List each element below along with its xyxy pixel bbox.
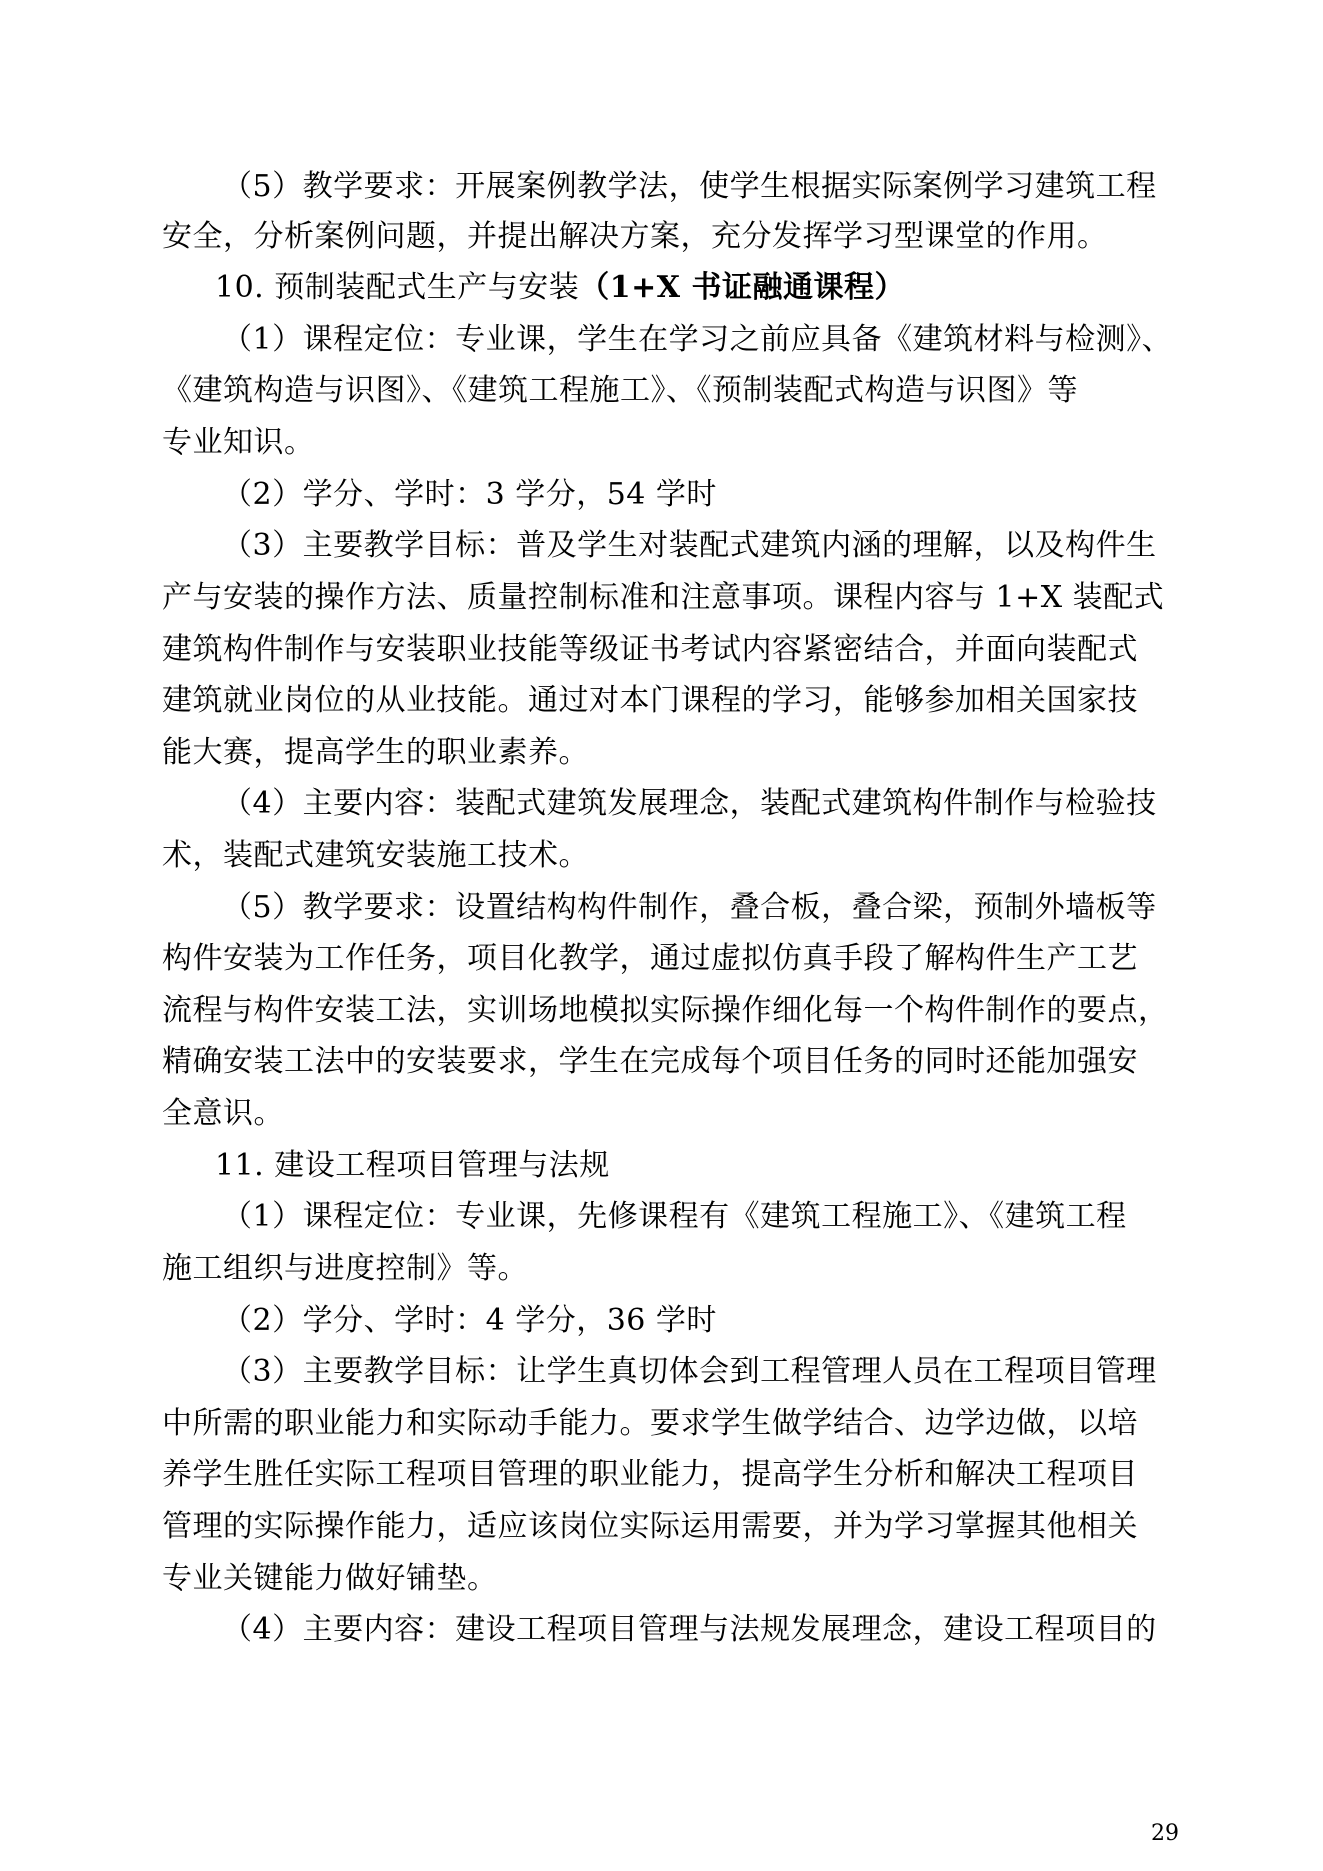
paragraph-line: 产与安装的操作方法、质量控制标准和注意事项。课程内容与 1+X 装配式 (162, 580, 1165, 615)
paragraph-line: 专业关键能力做好铺垫。 (162, 1561, 498, 1596)
paragraph-line: 管理的实际操作能力，适应该岗位实际运用需要，并为学习掌握其他相关 (162, 1509, 1138, 1544)
section-heading: 11. 建设工程项目管理与法规 (215, 1148, 610, 1183)
paragraph-line: 构件安装为工作任务，项目化教学，通过虚拟仿真手段了解构件生产工艺 (162, 941, 1138, 976)
section-heading (215, 268, 905, 308)
paragraph-line: （3）主要教学目标：普及学生对装配式建筑内涵的理解，以及构件生 (222, 528, 1157, 563)
paragraph-line: （1）课程定位：专业课，学生在学习之前应具备《建筑材料与检测》、 (222, 322, 1173, 357)
paragraph-line: （5）教学要求：设置结构构件制作，叠合板，叠合梁，预制外墙板等 (222, 890, 1157, 925)
paragraph-line: （4）主要内容：装配式建筑发展理念，装配式建筑构件制作与检验技 (222, 786, 1157, 821)
paragraph-line: （2）学分、学时：3 学分，54 学时 (222, 477, 717, 512)
paragraph-line: 建筑构件制作与安装职业技能等级证书考试内容紧密结合，并面向装配式 (162, 632, 1138, 667)
paragraph-line: 建筑就业岗位的从业技能。通过对本门课程的学习，能够参加相关国家技 (162, 683, 1138, 718)
paragraph-line: 全意识。 (162, 1096, 284, 1131)
paragraph-line: （5）教学要求：开展案例教学法，使学生根据实际案例学习建筑工程 (222, 169, 1157, 204)
paragraph-line: 安全，分析案例问题，并提出解决方案，充分发挥学习型课堂的作用。 (162, 219, 1108, 254)
paragraph-line: （3）主要教学目标：让学生真切体会到工程管理人员在工程项目管理 (222, 1354, 1157, 1389)
paragraph-line: 术，装配式建筑安装施工技术。 (162, 838, 589, 873)
paragraph-line: 流程与构件安装工法，实训场地模拟实际操作细化每一个构件制作的要点， (162, 993, 1169, 1028)
page-number: 29 (1151, 1821, 1179, 1846)
paragraph-line: 《建筑构造与识图》、《建筑工程施工》、《预制装配式构造与识图》等 (162, 373, 1078, 408)
paragraph-line: （2）学分、学时：4 学分，36 学时 (222, 1303, 717, 1338)
paragraph-line: （1）课程定位：专业课，先修课程有《建筑工程施工》、《建筑工程 (222, 1199, 1127, 1234)
paragraph-line: 能大赛，提高学生的职业素养。 (162, 735, 589, 770)
paragraph-line: 中所需的职业能力和实际动手能力。要求学生做学结合、边学边做，以培 (162, 1406, 1138, 1441)
section-heading-tag: （1+X 书证融通课程） (579, 270, 905, 305)
paragraph-line: 养学生胜任实际工程项目管理的职业能力，提高学生分析和解决工程项目 (162, 1457, 1138, 1492)
paragraph-line: （4）主要内容：建设工程项目管理与法规发展理念，建设工程项目的 (222, 1612, 1157, 1647)
paragraph-line: 精确安装工法中的安装要求，学生在完成每个项目任务的同时还能加强安 (162, 1044, 1138, 1079)
paragraph-line: 施工组织与进度控制》等。 (162, 1251, 528, 1286)
paragraph-line: 专业知识。 (162, 425, 315, 460)
section-heading-title: 10. 预制装配式生产与安装 (215, 270, 580, 305)
